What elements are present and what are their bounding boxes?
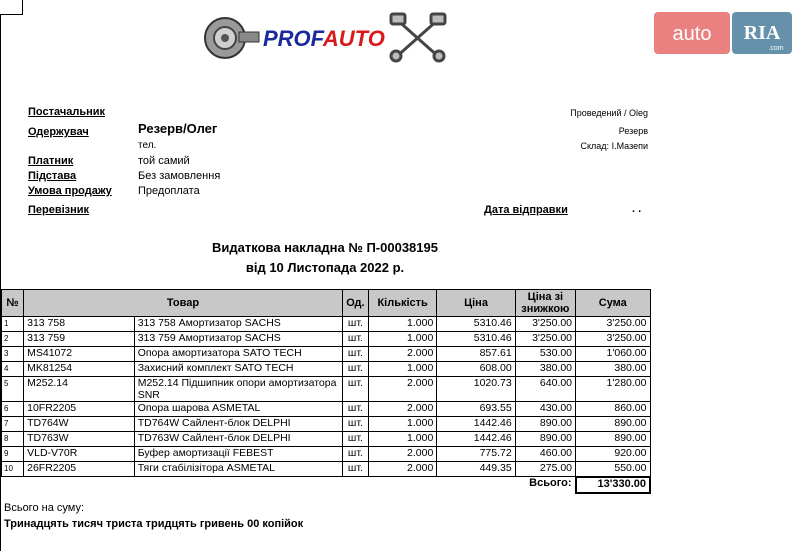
table-row bbox=[2, 362, 651, 377]
cell-disc: 430.00 bbox=[515, 402, 575, 417]
cell-price: 449.35 bbox=[437, 462, 515, 477]
cell-price: 1442.46 bbox=[437, 417, 515, 432]
pistons-icon bbox=[391, 14, 445, 61]
cell-sum: 380.00 bbox=[576, 362, 650, 377]
cell-unit: шт. bbox=[342, 447, 368, 462]
phone-label: тел. bbox=[138, 140, 157, 151]
cell-code: M252.14 bbox=[24, 377, 135, 402]
cell-name: TD764W Сайлент-блок DELPHI bbox=[134, 417, 342, 432]
cell-disc: 3'250.00 bbox=[515, 317, 575, 332]
cell-no: 3 bbox=[2, 347, 24, 362]
cell-no: 8 bbox=[2, 432, 24, 447]
cell-unit: шт. bbox=[342, 317, 368, 332]
items-table bbox=[1, 289, 651, 494]
cell-qty: 2.000 bbox=[368, 462, 436, 477]
total-label: Всього: bbox=[529, 477, 572, 489]
table-row bbox=[2, 447, 651, 462]
terms-label: Умова продажу bbox=[28, 185, 112, 197]
cell-price: 5310.46 bbox=[437, 317, 515, 332]
cell-name: Опора шарова ASMETAL bbox=[134, 402, 342, 417]
logo-text: PROFAUTO bbox=[263, 26, 385, 51]
table-row bbox=[2, 417, 651, 432]
cell-qty: 2.000 bbox=[368, 447, 436, 462]
col-header-disc-price: Ціна зі знижкою bbox=[515, 290, 575, 317]
cell-disc: 380.00 bbox=[515, 362, 575, 377]
payer-label: Платник bbox=[28, 155, 74, 167]
warehouse-text: Склад: І.Мазепи bbox=[580, 141, 648, 151]
cell-qty: 1.000 bbox=[368, 432, 436, 447]
terms-value: Предоплата bbox=[138, 185, 200, 197]
carrier-label: Перевізник bbox=[28, 204, 90, 216]
cell-unit: шт. bbox=[342, 417, 368, 432]
table-row bbox=[2, 332, 651, 347]
auto-text: auto bbox=[672, 23, 712, 45]
basis-label: Підстава bbox=[28, 170, 77, 182]
cell-no: 10 bbox=[2, 462, 24, 477]
cell-name: Захисний комплект SATO TECH bbox=[134, 362, 342, 377]
cell-name: M252.14 Підшипник опори амортизатора SNR bbox=[134, 377, 342, 402]
cell-code: TD763W bbox=[24, 432, 135, 447]
payer-value: той самий bbox=[138, 155, 190, 167]
cell-qty: 1.000 bbox=[368, 362, 436, 377]
cell-unit: шт. bbox=[342, 377, 368, 402]
cell-sum: 3'250.00 bbox=[576, 317, 650, 332]
cell-code: MS41072 bbox=[24, 347, 135, 362]
cell-unit: шт. bbox=[342, 462, 368, 477]
turbo-icon bbox=[205, 18, 259, 58]
col-header-goods: Товар bbox=[24, 290, 343, 317]
cell-disc: 890.00 bbox=[515, 417, 575, 432]
cell-qty: 1.000 bbox=[368, 417, 436, 432]
sum-in-words: Тринадцять тисяч триста тридцять гривень 00 копійок bbox=[4, 518, 304, 530]
cell-price: 1020.73 bbox=[437, 377, 515, 402]
col-header-no: № bbox=[2, 290, 24, 317]
cell-code: 10FR2205 bbox=[24, 402, 135, 417]
doc-title: Видаткова накладна № П-00038195 bbox=[212, 240, 438, 255]
cell-name: TD763W Сайлент-блок DELPHI bbox=[134, 432, 342, 447]
cell-name: Тяги стабілізітора ASMETAL bbox=[134, 462, 342, 477]
cell-no: 9 bbox=[2, 447, 24, 462]
receiver-value: Резерв/Олег bbox=[138, 121, 218, 136]
cell-code: TD764W bbox=[24, 417, 135, 432]
cell-qty: 2.000 bbox=[368, 377, 436, 402]
cell-unit: шт. bbox=[342, 362, 368, 377]
receiver-label: Одержувач bbox=[28, 126, 89, 138]
cell-disc: 275.00 bbox=[515, 462, 575, 477]
cell-price: 1442.46 bbox=[437, 432, 515, 447]
table-row bbox=[2, 462, 651, 477]
table-row bbox=[2, 432, 651, 447]
cell-name: 313 758 Амортизатор SACHS bbox=[134, 317, 342, 332]
cell-code: MK81254 bbox=[24, 362, 135, 377]
cell-no: 6 bbox=[2, 402, 24, 417]
total-value: 13'330.00 bbox=[576, 477, 650, 493]
col-header-qty: Кількість bbox=[368, 290, 436, 317]
table-row bbox=[2, 402, 651, 417]
cell-qty: 1.000 bbox=[368, 332, 436, 347]
cell-sum: 1'280.00 bbox=[576, 377, 650, 402]
col-header-price: Ціна bbox=[437, 290, 515, 317]
ria-text: RIA bbox=[743, 22, 781, 44]
cell-no: 1 bbox=[2, 317, 24, 332]
cell-code: 26FR2205 bbox=[24, 462, 135, 477]
cell-sum: 920.00 bbox=[576, 447, 650, 462]
cell-unit: шт. bbox=[342, 402, 368, 417]
basis-value: Без замовлення bbox=[138, 170, 221, 182]
cell-disc: 640.00 bbox=[515, 377, 575, 402]
profauto-logo bbox=[195, 12, 455, 64]
doc-date: від 10 Листопада 2022 р. bbox=[245, 260, 405, 275]
cell-no: 5 bbox=[2, 377, 24, 402]
cell-sum: 890.00 bbox=[576, 417, 650, 432]
cell-price: 775.72 bbox=[437, 447, 515, 462]
table-row bbox=[2, 377, 651, 402]
cell-sum: 3'250.00 bbox=[576, 332, 650, 347]
cell-name: 313 759 Амортизатор SACHS bbox=[134, 332, 342, 347]
cell-qty: 2.000 bbox=[368, 402, 436, 417]
sum-label: Всього на суму: bbox=[4, 502, 84, 514]
cell-qty: 2.000 bbox=[368, 347, 436, 362]
col-header-unit: Од. bbox=[342, 290, 368, 317]
cell-disc: 890.00 bbox=[515, 432, 575, 447]
cell-sum: 860.00 bbox=[576, 402, 650, 417]
cell-sum: 1'060.00 bbox=[576, 347, 650, 362]
col-header-sum: Сума bbox=[576, 290, 650, 317]
cell-no: 7 bbox=[2, 417, 24, 432]
cell-name: Буфер амортизації FEBEST bbox=[134, 447, 342, 462]
cell-price: 857.61 bbox=[437, 347, 515, 362]
cell-no: 4 bbox=[2, 362, 24, 377]
cell-price: 693.55 bbox=[437, 402, 515, 417]
ship-date-label: Дата відправки bbox=[484, 204, 568, 216]
cell-code: 313 758 bbox=[24, 317, 135, 332]
ship-date-value: . . bbox=[632, 203, 642, 215]
reserve-text: Резерв bbox=[618, 126, 648, 136]
status-text: Проведений / Oleg bbox=[570, 108, 648, 118]
cell-qty: 1.000 bbox=[368, 317, 436, 332]
table-row bbox=[2, 347, 651, 362]
table-row bbox=[2, 317, 651, 332]
cell-code: VLD-V70R bbox=[24, 447, 135, 462]
cell-sum: 550.00 bbox=[576, 462, 650, 477]
total-row bbox=[2, 477, 651, 493]
com-text: .com bbox=[768, 45, 784, 52]
corner-box bbox=[0, 0, 23, 15]
cell-unit: шт. bbox=[342, 332, 368, 347]
cell-price: 608.00 bbox=[437, 362, 515, 377]
cell-name: Опора амортизатора SATO TECH bbox=[134, 347, 342, 362]
cell-disc: 530.00 bbox=[515, 347, 575, 362]
cell-no: 2 bbox=[2, 332, 24, 347]
table-header-row bbox=[2, 290, 651, 317]
cell-sum: 890.00 bbox=[576, 432, 650, 447]
cell-disc: 460.00 bbox=[515, 447, 575, 462]
cell-unit: шт. bbox=[342, 432, 368, 447]
cell-unit: шт. bbox=[342, 347, 368, 362]
cell-price: 5310.46 bbox=[437, 332, 515, 347]
cell-disc: 3'250.00 bbox=[515, 332, 575, 347]
cell-code: 313 759 bbox=[24, 332, 135, 347]
supplier-label: Постачальник bbox=[28, 106, 105, 118]
auto-ria-badge bbox=[654, 12, 792, 54]
